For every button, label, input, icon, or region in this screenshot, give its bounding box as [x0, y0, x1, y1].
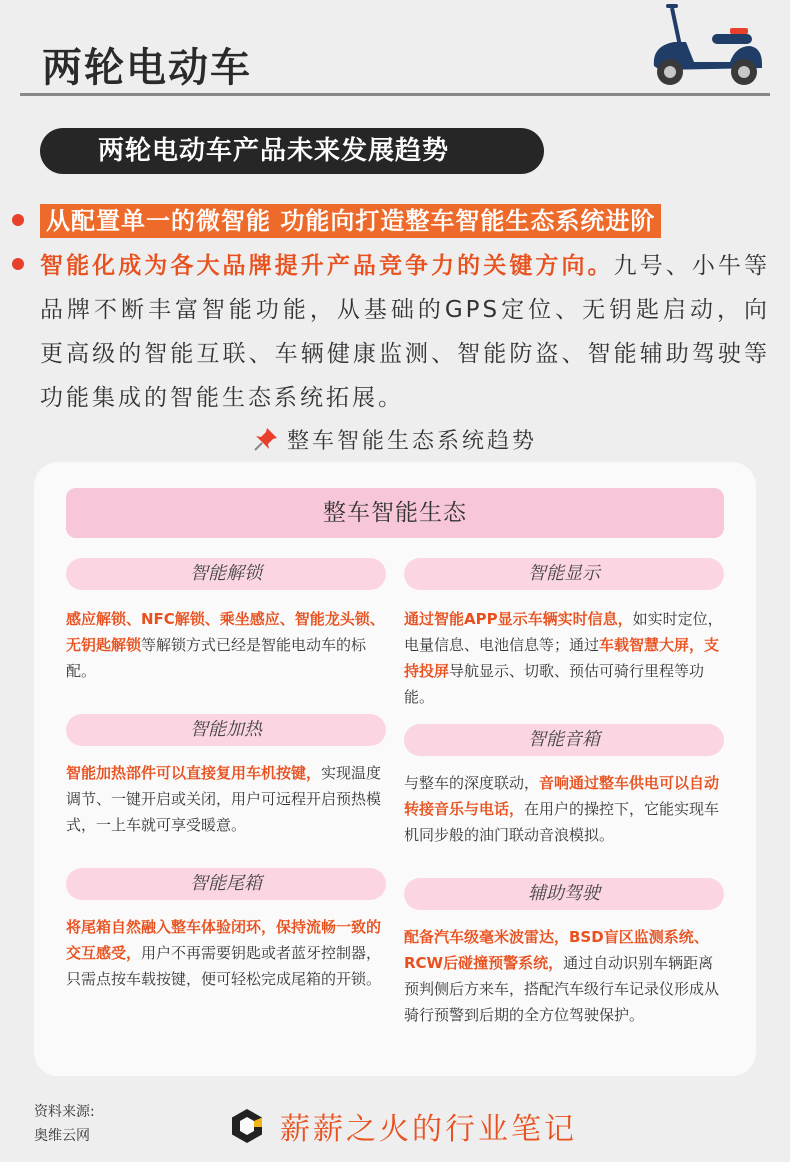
trunk-emphasis: 将尾箱自然融入整车体验闭环，保持流畅一致的交互感受，	[66, 918, 382, 962]
display-text-1: 如实时定位，电量信息、电池信息等；通过	[404, 610, 723, 654]
bullet-dot	[12, 258, 24, 270]
tag-smart-unlock: 智能解锁	[66, 558, 386, 590]
driving-description	[404, 924, 724, 1028]
page-title: 两轮电动车	[42, 45, 252, 91]
unlock-emphasis: 感应解锁、NFC解锁、乘坐感应、智能龙头锁、无钥匙解锁	[66, 610, 385, 654]
bullet-dot	[12, 214, 24, 226]
display-emphasis-1: 通过智能APP显示车辆实时信息，	[404, 610, 633, 628]
intro-text: 九号、小牛等品牌不断丰富智能功能，从基础的GPS定位、无钥匙启动，向更高级的智能互联、车辆健康监测、智能防盗、智能辅助驾驶等功能集成的智能生态系统拓展。	[40, 253, 771, 411]
page-header	[20, 16, 770, 96]
unlock-text: 等解锁方式已经是智能电动车的标配。	[66, 636, 367, 680]
driving-emphasis: 配备汽车级毫米波雷达，BSD盲区监测系统、RCW后碰撞预警系统，	[404, 928, 709, 972]
highlight-headline: 从配置单一的微智能 功能向打造整车智能生态系统进阶	[40, 204, 661, 238]
scooter-icon	[640, 2, 766, 88]
brand-logo-icon	[228, 1107, 266, 1145]
ecosystem-subtitle	[0, 424, 790, 455]
tag-smart-trunk: 智能尾箱	[66, 868, 386, 900]
brand-signature	[228, 1104, 577, 1148]
trunk-text: 用户不再需要钥匙或者蓝牙控制器，只需点按车载按键，便可轻松完成尾箱的开锁。	[66, 944, 382, 988]
speaker-emphasis: 音响通过整车供电可以自动转接音乐与电话，	[404, 774, 720, 818]
tag-smart-speaker: 智能音箱	[404, 724, 724, 756]
source-note	[34, 1100, 95, 1148]
tag-smart-heating: 智能加热	[66, 714, 386, 746]
brand-text: 薪薪之火的行业笔记	[280, 1112, 577, 1147]
display-description	[404, 606, 724, 710]
display-emphasis-2: 车载智慧大屏，支持投屏	[404, 636, 720, 680]
tag-smart-display: 智能显示	[404, 558, 724, 590]
section-title: 两轮电动车产品未来发展趋势	[40, 128, 544, 174]
heating-emphasis: 智能加热部件可以直接复用车机按键，	[66, 764, 322, 782]
ecosystem-card	[34, 462, 756, 1076]
card-title: 整车智能生态	[66, 488, 724, 538]
pushpin-icon	[253, 426, 279, 452]
unlock-description	[66, 606, 386, 684]
intro-paragraph	[40, 244, 770, 420]
intro-emphasis: 智能化成为各大品牌提升产品竞争力的关键方向。	[40, 253, 614, 279]
subtitle-text: 整车智能生态系统趋势	[286, 429, 537, 454]
driving-text: 通过自动识别车辆距离预判侧后方来车，搭配汽车级行车记录仪形成从骑行预警到后期的全方位驾驶保护。	[404, 954, 720, 1024]
trunk-description	[66, 914, 386, 992]
speaker-description	[404, 770, 724, 848]
source-name: 奥维云网	[34, 1128, 90, 1144]
source-label: 资料来源:	[34, 1104, 95, 1120]
heating-text: 实现温度调节、一键开启或关闭，用户可远程开启预热模式，一上车就可享受暖意。	[66, 764, 382, 834]
speaker-text-2: 在用户的操控下，它能实现车机同步般的油门联动音浪模拟。	[404, 800, 720, 844]
heating-description	[66, 760, 386, 838]
speaker-text-1: 与整车的深度联动，	[404, 774, 540, 792]
display-text-2: 导航显示、切歌、预估可骑行里程等功能。	[404, 662, 705, 706]
tag-assisted-driving: 辅助驾驶	[404, 878, 724, 910]
